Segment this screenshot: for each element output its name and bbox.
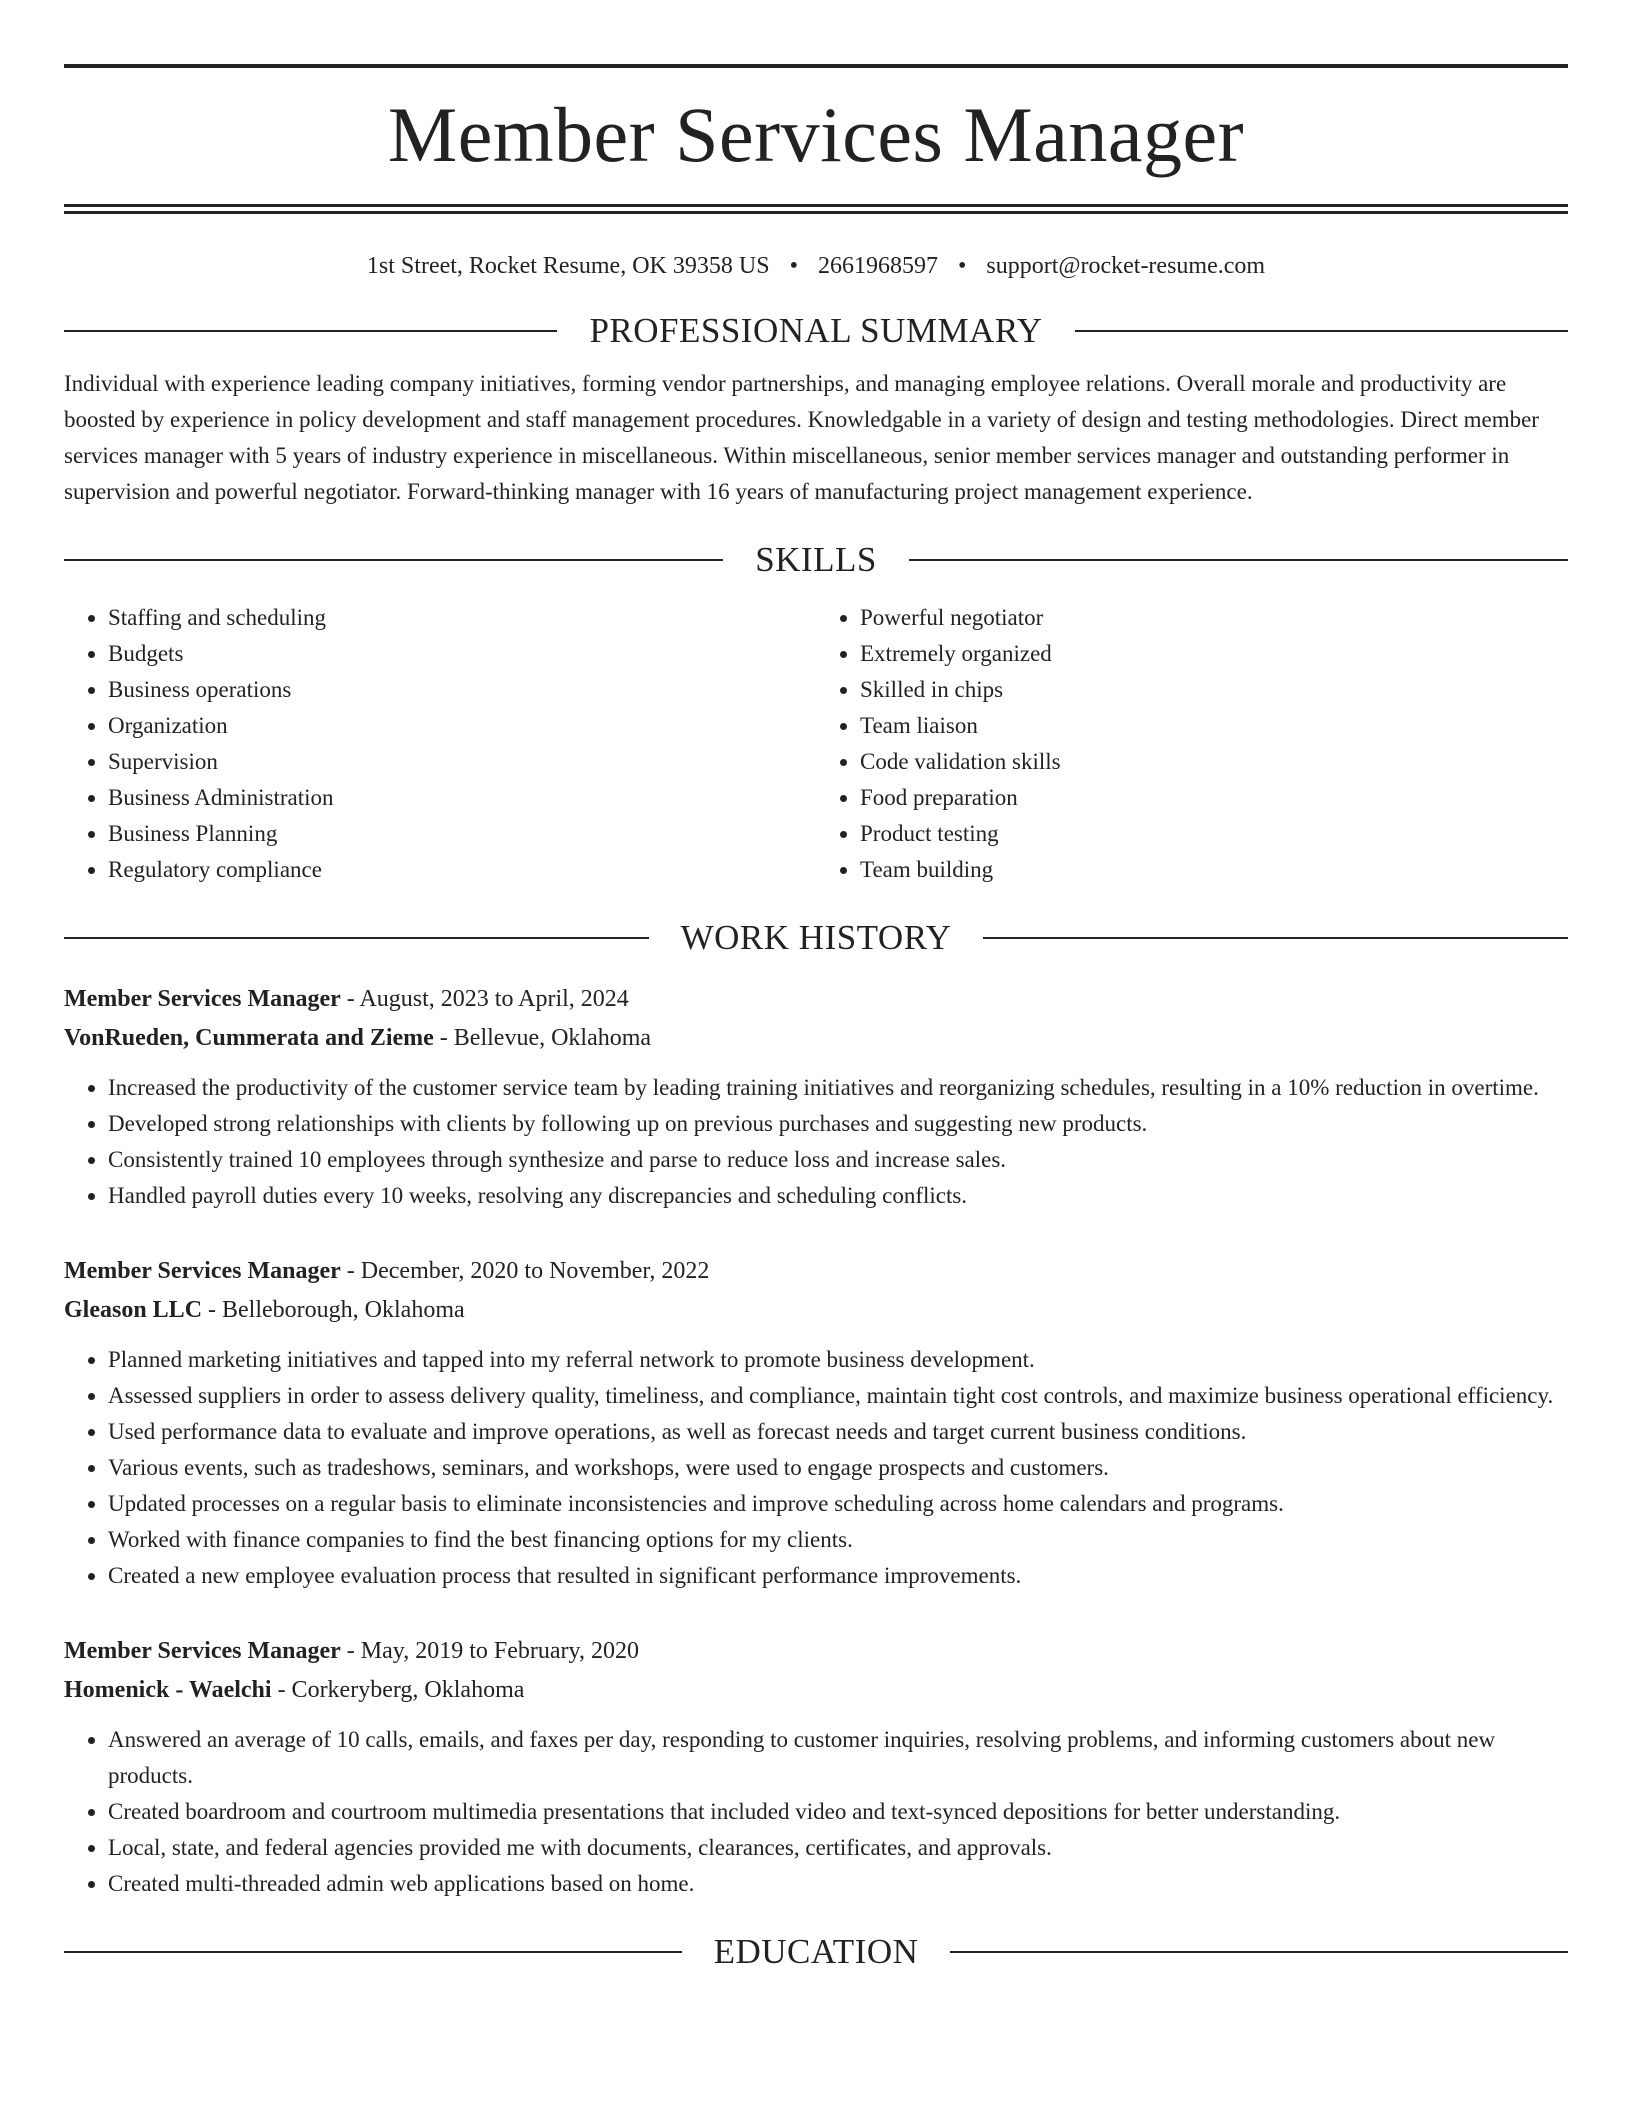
heading-rule	[1075, 330, 1568, 332]
contact-separator: •	[957, 253, 967, 279]
section-title: WORK HISTORY	[680, 918, 952, 957]
skill-item: • Budgets	[108, 636, 816, 672]
contact-separator: •	[789, 253, 798, 279]
section-title: SKILLS	[755, 540, 877, 579]
job-title-line	[64, 1252, 1568, 1291]
skill-item: • Business operations	[108, 672, 816, 708]
skill-item: • Business Administration	[108, 780, 816, 816]
contact-line	[64, 251, 1568, 281]
skill-item: • Staffing and scheduling	[108, 600, 816, 636]
skill-item: • Regulatory compliance	[108, 852, 816, 888]
job-bullets	[64, 1722, 1568, 1902]
job-title-line	[64, 980, 1568, 1019]
job-bullet: • Planned marketing initiatives and tapped into my referral network to promote business development.	[108, 1342, 1568, 1378]
skill-item: • Code validation skills	[860, 744, 1568, 780]
heading-rule	[64, 559, 723, 561]
job-company-line	[64, 1291, 1568, 1330]
skill-item: • Business Planning	[108, 816, 816, 852]
title-double-rule	[64, 204, 1568, 214]
job-bullet: • Used performance data to evaluate and improve operations, as well as forecast needs and target current business conditions.	[108, 1414, 1568, 1450]
job-title-line	[64, 1632, 1568, 1671]
contact-phone: 2661968597	[817, 253, 938, 279]
job-location: - Belleborough, Oklahoma	[208, 1297, 465, 1323]
job-company: Gleason LLC	[64, 1297, 203, 1323]
heading-rule	[64, 330, 557, 332]
skills-columns	[64, 600, 1568, 888]
section-heading-work-history	[64, 918, 1568, 958]
section-heading-summary	[64, 311, 1568, 351]
skill-item: • Extremely organized	[860, 636, 1568, 672]
job-bullet: • Various events, such as tradeshows, seminars, and workshops, were used to engage prospects and customers.	[108, 1450, 1568, 1486]
skill-item: • Team building	[860, 852, 1568, 888]
heading-rule	[983, 937, 1568, 939]
job-dates: - May, 2019 to February, 2020	[346, 1638, 639, 1664]
resume-title: Member Services Manager	[387, 91, 1245, 178]
section-heading-skills	[64, 540, 1568, 580]
job-company-line	[64, 1671, 1568, 1710]
job-bullet: • Handled payroll duties every 10 weeks, resolving any discrepancies and scheduling conflicts.	[108, 1178, 1568, 1214]
skill-item: • Team liaison	[860, 708, 1568, 744]
job-bullet: • Worked with finance companies to find the best financing options for my clients.	[108, 1522, 1568, 1558]
skills-list-left	[64, 600, 816, 888]
job-location: - Bellevue, Oklahoma	[439, 1025, 652, 1051]
summary-text: Individual with experience leading company initiatives, forming vendor partnerships, and managing employee relations. Overall morale and productivity are boosted by experience in policy development and staff management procedures. Knowledgable in a variety of design and testing methodologies. Direct member services manager with 5 years of industry experience in miscellaneous. Within miscellaneous, senior member services manager and outstanding performer in supervision and powerful negotiator. Forward-thinking manager with 16 years of manufacturing project management experience.	[64, 371, 1539, 504]
job-entry	[64, 1252, 1568, 1594]
job-bullet: • Updated processes on a regular basis to eliminate inconsistencies and improve scheduling across home calendars and programs.	[108, 1486, 1568, 1522]
job-bullet: • Consistently trained 10 employees through synthesize and parse to reduce loss and increase sales.	[108, 1142, 1568, 1178]
skill-item: • Skilled in chips	[860, 672, 1568, 708]
job-dates: - December, 2020 to November, 2022	[346, 1258, 710, 1284]
skill-item: • Supervision	[108, 744, 816, 780]
heading-rule	[909, 559, 1568, 561]
job-title: Member Services Manager	[64, 1638, 341, 1664]
heading-rule	[64, 1951, 682, 1953]
skill-item: • Product testing	[860, 816, 1568, 852]
job-bullet: • Local, state, and federal agencies provided me with documents, clearances, certificates, and approvals.	[108, 1830, 1568, 1866]
job-bullet: • Created a new employee evaluation process that resulted in significant performance improvements.	[108, 1558, 1568, 1594]
contact-email: support@rocket-resume.com	[986, 253, 1266, 279]
skill-item: • Powerful negotiator	[860, 600, 1568, 636]
skill-item: • Food preparation	[860, 780, 1568, 816]
job-company: VonRueden, Cummerata and Zieme	[64, 1025, 434, 1051]
job-bullet: • Assessed suppliers in order to assess delivery quality, timeliness, and compliance, maintain tight cost controls, and maximize business operational efficiency.	[108, 1378, 1568, 1414]
job-bullet: • Increased the productivity of the customer service team by leading training initiatives and reorganizing schedules, resulting in a 10% reduction in overtime.	[108, 1070, 1568, 1106]
heading-rule	[64, 937, 649, 939]
job-company: Homenick - Waelchi	[64, 1677, 272, 1703]
skill-item: • Organization	[108, 708, 816, 744]
job-bullet: • Answered an average of 10 calls, emails, and faxes per day, responding to customer inquiries, resolving problems, and informing customers about new products.	[108, 1722, 1568, 1794]
section-title: EDUCATION	[713, 1932, 919, 1971]
skills-list-right	[816, 600, 1568, 888]
job-title: Member Services Manager	[64, 986, 341, 1012]
job-bullets	[64, 1070, 1568, 1214]
job-bullets	[64, 1342, 1568, 1594]
job-company-line	[64, 1019, 1568, 1058]
section-title: PROFESSIONAL SUMMARY	[589, 311, 1043, 350]
contact-address: 1st Street, Rocket Resume, OK 39358 US	[366, 253, 770, 279]
job-bullet: • Developed strong relationships with clients by following up on previous purchases and suggesting new products.	[108, 1106, 1568, 1142]
heading-rule	[950, 1951, 1568, 1953]
job-title: Member Services Manager	[64, 1258, 341, 1284]
job-entry	[64, 1632, 1568, 1902]
job-location: - Corkeryberg, Oklahoma	[277, 1677, 525, 1703]
job-entry	[64, 980, 1568, 1214]
job-dates: - August, 2023 to April, 2024	[346, 986, 629, 1012]
section-heading-education	[64, 1932, 1568, 1972]
job-bullet: • Created multi-threaded admin web applications based on home.	[108, 1866, 1568, 1902]
job-bullet: • Created boardroom and courtroom multimedia presentations that included video and text-synced depositions for better understanding.	[108, 1794, 1568, 1830]
